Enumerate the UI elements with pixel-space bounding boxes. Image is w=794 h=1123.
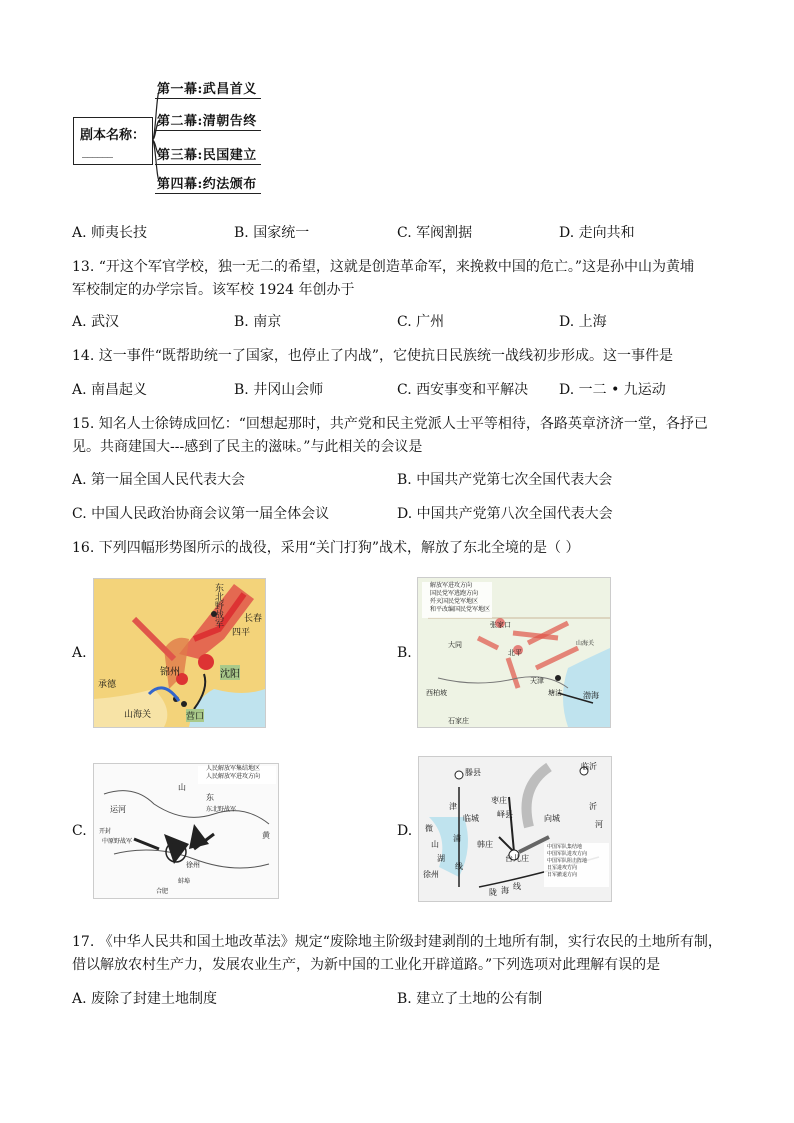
map-c-label-6: 合肥 — [156, 888, 169, 895]
map-d-taierzhuang[interactable] — [418, 756, 612, 902]
map-d-label-4: 峄县 — [497, 810, 513, 819]
script-name-label: 剧本名称： — [80, 128, 146, 143]
map-d-legend-5: 日军撤退方向 — [547, 872, 578, 878]
map-b-label-6: 西柏坡 — [426, 689, 447, 697]
map-c-label-10: 黄 — [262, 831, 270, 840]
q17-option-b[interactable]: B. 建立了土地的公有制 — [397, 991, 543, 1007]
q15-option-b[interactable]: B. 中国共产党第七次全国代表大会 — [397, 472, 613, 488]
map-b-legend-4: 和平改编国民党军地区 — [430, 606, 491, 613]
act-3: 第三幕:民国建立 — [155, 144, 261, 165]
map-b-label-4: 天津 — [530, 677, 544, 685]
map-d-label-8: 台儿庄 — [505, 854, 529, 863]
map-d-label-11: 湖 — [437, 854, 445, 863]
map-d-label-18: 线 — [513, 882, 521, 891]
map-a-label-4: 锦州 — [160, 667, 180, 678]
q15-stem-line2: 见。共商建国大---感到了民主的滋味。”与此相关的会议是 — [72, 439, 423, 455]
script-name-blank: ______ — [82, 144, 112, 158]
map-d-label-19: 沂 — [589, 802, 597, 811]
map-d-label-12: 津 — [449, 802, 457, 811]
map-a-label-2: 长春 — [244, 614, 263, 624]
map-d-legend-4: 日军进攻方向 — [547, 865, 578, 871]
map-d-legend-1: 中国军队集结地 — [547, 844, 583, 850]
q16-stem-line1: 16. 下列四幅形势图所示的战役，采用“关门打狗”战术，解放了东北全境的是（ ） — [72, 540, 580, 556]
map-b-label-2: 北平 — [508, 649, 522, 657]
map-d-label-6: 临城 — [463, 814, 479, 823]
map-c-label-1: 东北野战军 — [206, 806, 237, 813]
q17-stem-line1: 17. 《中华人民共和国土地改革法》规定“废除地主阶级封建剥削的土地所有制，实行农民的土地所有制， — [72, 934, 722, 950]
map-c-label-4: 徐州 — [186, 861, 200, 869]
map-b-label-5: 塘沽 — [548, 689, 562, 697]
q16-option-b-label[interactable]: B. — [397, 645, 412, 661]
q15-option-d[interactable]: D. 中国共产党第八次全国代表大会 — [397, 506, 613, 522]
q14-option-d[interactable]: D. 一二 • 九运动 — [559, 382, 666, 398]
map-b-label-1: 张家口 — [490, 621, 511, 629]
map-d-legend-2: 中国军队进攻方向 — [547, 851, 588, 857]
map-d-label-1: 临沂 — [581, 762, 597, 771]
q14-option-b[interactable]: B. 井冈山会师 — [234, 382, 324, 398]
q17-option-a[interactable]: A. 废除了封建土地制度 — [72, 991, 218, 1007]
q15-option-a[interactable]: A. 第一届全国人民代表大会 — [72, 472, 246, 488]
q14-option-a[interactable]: A. 南昌起义 — [72, 382, 148, 398]
map-c-label-2: 开封 — [99, 828, 112, 835]
map-b-label-7: 石家庄 — [448, 717, 469, 725]
q16-option-d-label[interactable]: D. — [397, 823, 413, 839]
map-d-label-17: 海 — [501, 886, 509, 895]
map-a-label-3: 四平 — [232, 628, 251, 638]
q14-option-c[interactable]: C. 西安事变和平解决 — [397, 382, 529, 398]
map-c-label-8: 东 — [206, 793, 214, 802]
map-a-label-1: 东北野战军 — [213, 583, 223, 628]
map-c-legend — [206, 765, 260, 781]
map-d-label-20: 河 — [595, 820, 603, 829]
map-b-label-3: 大同 — [448, 641, 462, 649]
map-d-label-14: 线 — [455, 862, 463, 871]
q17-stem-line2: 借以解放农村生产力，发展农业生产，为新中国的工业化开辟道路。”下列选项对此理解有误的是 — [72, 957, 661, 973]
q12-option-b[interactable]: B. 国家统一 — [234, 225, 310, 241]
map-c-legend-1: 人民解放军集结地区 — [206, 765, 261, 772]
q13-option-c[interactable]: C. 广州 — [397, 314, 445, 330]
map-b-legend-2: 国民党军逃跑方向 — [430, 590, 479, 597]
map-c-label-3: 中原野战军 — [102, 838, 133, 845]
map-b-legend — [430, 582, 490, 614]
map-b-legend-3: 歼灭国民党军地区 — [430, 598, 479, 605]
map-d-label-5: 向城 — [544, 814, 560, 823]
map-c-huaihai[interactable] — [93, 763, 279, 899]
map-b-label-9: 山海关 — [576, 640, 595, 647]
map-d-label-13: 浦 — [453, 834, 461, 843]
q12-option-c[interactable]: C. 军阀割据 — [397, 225, 473, 241]
map-c-label-5: 蚌埠 — [178, 878, 191, 885]
act-1: 第一幕:武昌首义 — [155, 78, 261, 99]
map-d-label-2: 滕县 — [465, 768, 481, 777]
script-name-box — [73, 117, 153, 165]
q13-option-d[interactable]: D. 上海 — [559, 314, 607, 330]
map-d-label-10: 山 — [431, 840, 439, 849]
act-4: 第四幕:约法颁布 — [155, 173, 261, 194]
map-d-label-3: 枣庄 — [491, 796, 507, 805]
q14-stem-line1: 14. 这一事件“既帮助统一了国家，也停止了内战”，它使抗日民族统一战线初步形成。这一事件是 — [72, 348, 674, 364]
q13-stem-line1: 13. “开这个军官学校，独一无二的希望，这就是创造革命军，来挽救中国的危亡。”这是孙中山为黄埔 — [72, 259, 695, 275]
map-b-label-8: 渤海 — [583, 691, 599, 700]
map-a-label-6: 承德 — [98, 680, 117, 690]
map-a-label-8: 营口 — [186, 709, 204, 722]
map-d-label-7: 韩庄 — [477, 840, 493, 849]
map-d-label-16: 陇 — [489, 888, 497, 897]
map-b-pingjin[interactable] — [417, 577, 611, 728]
q13-option-a[interactable]: A. 武汉 — [72, 314, 120, 330]
map-a-label-5: 沈阳 — [220, 665, 240, 680]
q12-option-d[interactable]: D. 走向共和 — [559, 225, 635, 241]
q15-stem-line1: 15. 知名人士徐铸成回忆：“回想起那时，共产党和民主党派人士平等相待，各路英章济济一堂，各抒已 — [72, 416, 708, 432]
map-d-legend-3: 中国军队阻击阵地 — [547, 858, 588, 864]
map-c-label-9: 运河 — [110, 805, 126, 814]
map-c-legend-2: 人民解放军进攻方向 — [206, 773, 261, 780]
q13-option-b[interactable]: B. 南京 — [234, 314, 282, 330]
map-d-legend — [547, 844, 587, 879]
map-a-liaoshen[interactable] — [93, 578, 266, 728]
map-d-graphic — [419, 757, 611, 901]
map-c-label-7: 山 — [178, 783, 186, 792]
q12-option-a[interactable]: A. 师夷长技 — [72, 225, 148, 241]
map-d-label-15: 徐州 — [423, 870, 439, 879]
map-d-label-9: 微 — [425, 824, 433, 833]
q13-stem-line2: 军校制定的办学宗旨。该军校 1924 年创办于 — [72, 282, 355, 298]
map-a-graphic — [94, 579, 265, 727]
map-b-legend-1: 解放军进攻方向 — [430, 582, 473, 589]
act-2: 第二幕:清朝告终 — [155, 110, 261, 131]
q16-option-c-label[interactable]: C. — [72, 823, 87, 839]
q16-option-a-label[interactable]: A. — [72, 645, 87, 661]
map-a-label-7: 山海关 — [124, 710, 152, 720]
q15-option-c[interactable]: C. 中国人民政治协商会议第一届全体会议 — [72, 506, 330, 522]
